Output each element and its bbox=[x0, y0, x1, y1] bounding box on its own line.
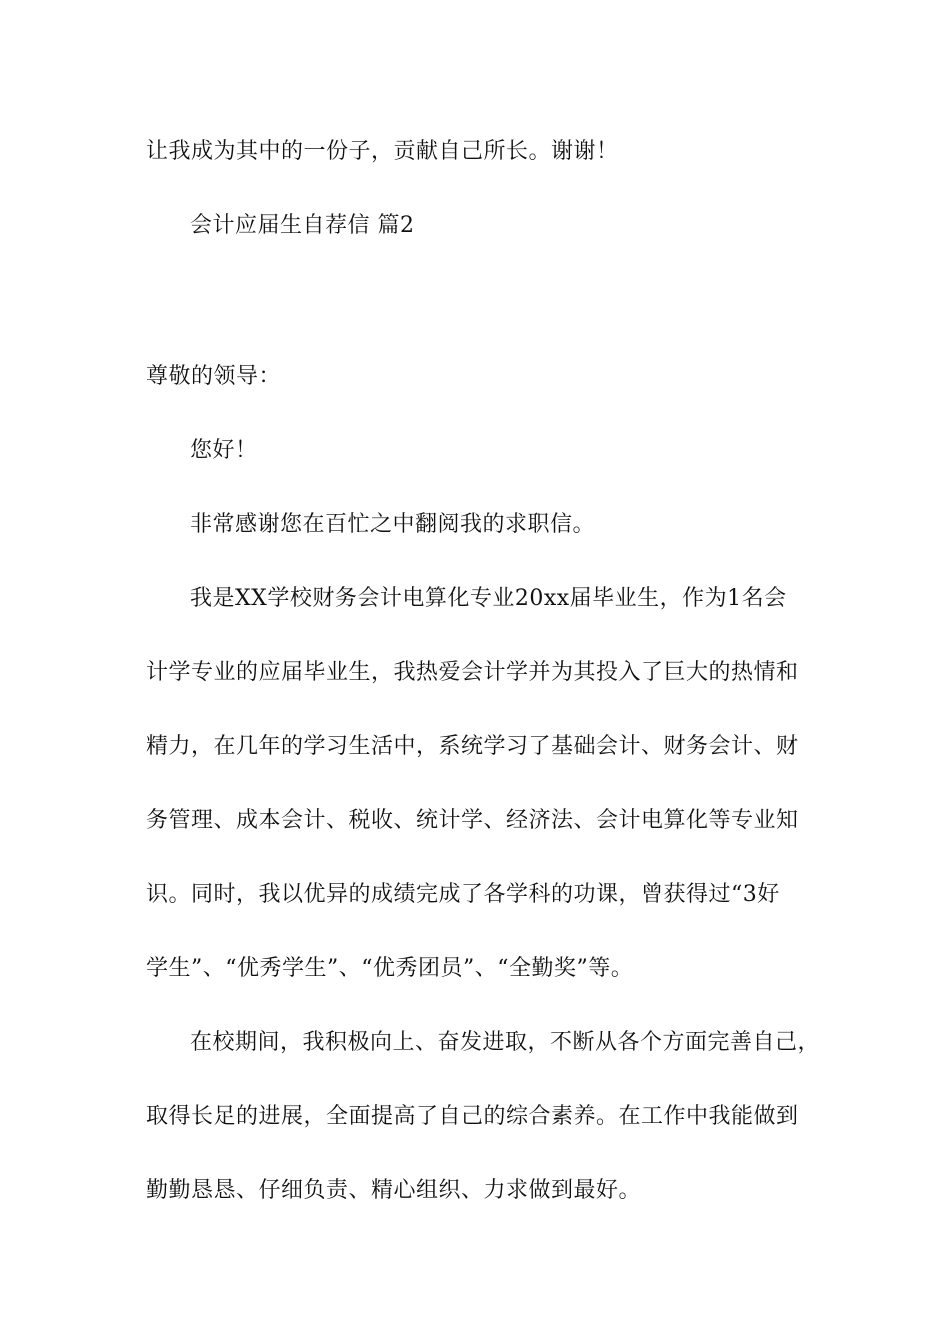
paragraph-line: 识。同时，我以优异的成绩完成了各学科的功课，曾获得过“3好 bbox=[146, 882, 780, 907]
paragraph-line: 计学专业的应届毕业生，我热爱会计学并为其投入了巨大的热情和 bbox=[146, 660, 799, 685]
paragraph-line: 学生”、“优秀学生”、“优秀团员”、“全勤奖”等。 bbox=[146, 956, 634, 981]
paragraph-line: 精力，在几年的学习生活中，系统学习了基础会计、财务会计、财 bbox=[146, 734, 799, 759]
section-heading: 会计应届生自荐信 篇2 bbox=[190, 213, 415, 238]
paragraph-line: 我是XX学校财务会计电算化专业20xx届毕业生，作为1名会 bbox=[190, 586, 787, 611]
paragraph-line: 务管理、成本会计、税收、统计学、经济法、会计电算化等专业知 bbox=[146, 808, 799, 833]
paragraph-line: 勤勤恳恳、仔细负责、精心组织、力求做到最好。 bbox=[146, 1178, 642, 1203]
paragraph-line: 非常感谢您在百忙之中翻阅我的求职信。 bbox=[190, 512, 596, 537]
salutation: 尊敬的领导： bbox=[146, 364, 282, 389]
paragraph-line: 在校期间，我积极向上、奋发进取，不断从各个方面完善自己， bbox=[190, 1030, 821, 1055]
closing-line: 让我成为其中的一份子，贡献自己所长。谢谢！ bbox=[146, 139, 619, 164]
paragraph-line: 取得长足的进展，全面提高了自己的综合素养。在工作中我能做到 bbox=[146, 1104, 799, 1129]
greeting: 您好！ bbox=[190, 438, 258, 463]
